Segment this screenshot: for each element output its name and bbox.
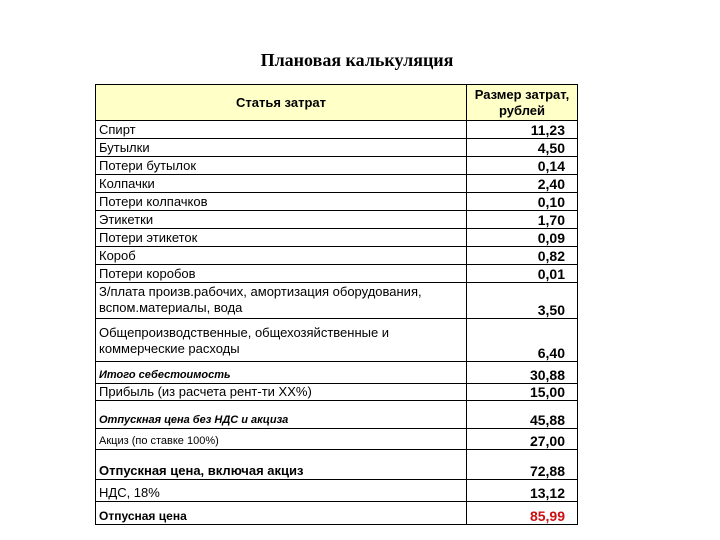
row-value: 0,01	[467, 265, 578, 283]
row-item: Итого себестоимость	[96, 362, 467, 384]
row-item: Спирт	[96, 121, 467, 139]
table-row	[96, 362, 578, 384]
row-value: 0,09	[467, 229, 578, 247]
table-row	[96, 247, 578, 265]
row-value: 1,70	[467, 211, 578, 229]
row-item: Колпачки	[96, 175, 467, 193]
table-row	[96, 229, 578, 247]
table-row	[96, 193, 578, 211]
row-value: 0,10	[467, 193, 578, 211]
row-value: 11,23	[467, 121, 578, 139]
table-row	[96, 502, 578, 525]
row-value: 4,50	[467, 139, 578, 157]
cost-table	[95, 84, 578, 525]
table-row	[96, 480, 578, 502]
row-item: Короб	[96, 247, 467, 265]
row-value: 27,00	[467, 429, 578, 450]
row-item: Потери этикеток	[96, 229, 467, 247]
page-title: Плановая калькуляция	[260, 50, 454, 70]
row-item: Акциз (по ставке 100%)	[96, 429, 467, 450]
row-item: Потери коробов	[96, 265, 467, 283]
row-value: 45,88	[467, 401, 578, 429]
header-item: Статья затрат	[96, 85, 467, 121]
table-row	[96, 429, 578, 450]
table-row	[96, 121, 578, 139]
row-item: Отпускная цена без НДС и акциза	[96, 401, 467, 429]
table-row	[96, 211, 578, 229]
row-item: НДС, 18%	[96, 480, 467, 502]
final-price-value: 85,99	[467, 502, 578, 525]
row-item: Общепроизводственные, общехозяйственные и коммерческие расходы	[96, 319, 467, 362]
row-value: 15,00	[467, 384, 578, 401]
row-item: Бутылки	[96, 139, 467, 157]
row-item: Прибыль (из расчета рент-ти ХХ%)	[96, 384, 467, 401]
row-item: Этикетки	[96, 211, 467, 229]
table-row	[96, 401, 578, 429]
row-item: Отпусная цена	[96, 502, 467, 525]
table-row	[96, 139, 578, 157]
table-row	[96, 283, 578, 319]
row-value: 3,50	[467, 283, 578, 319]
row-value: 0,82	[467, 247, 578, 265]
row-value: 72,88	[467, 450, 578, 480]
row-value: 30,88	[467, 362, 578, 384]
row-value: 6,40	[467, 319, 578, 362]
table-row	[96, 450, 578, 480]
row-value: 13,12	[467, 480, 578, 502]
row-item: Потери колпачков	[96, 193, 467, 211]
row-value: 0,14	[467, 157, 578, 175]
table-row	[96, 319, 578, 362]
table-header	[96, 85, 578, 121]
row-item: Отпускная цена, включая акциз	[96, 450, 467, 480]
row-value: 2,40	[467, 175, 578, 193]
table-row	[96, 157, 578, 175]
header-value: Размер затрат, рублей	[467, 85, 578, 121]
table-row	[96, 265, 578, 283]
table-row	[96, 384, 578, 401]
row-item: Потери бутылок	[96, 157, 467, 175]
row-item: З/плата произв.рабочих, амортизация оборудования, вспом.материалы, вода	[96, 283, 467, 319]
table-row	[96, 175, 578, 193]
